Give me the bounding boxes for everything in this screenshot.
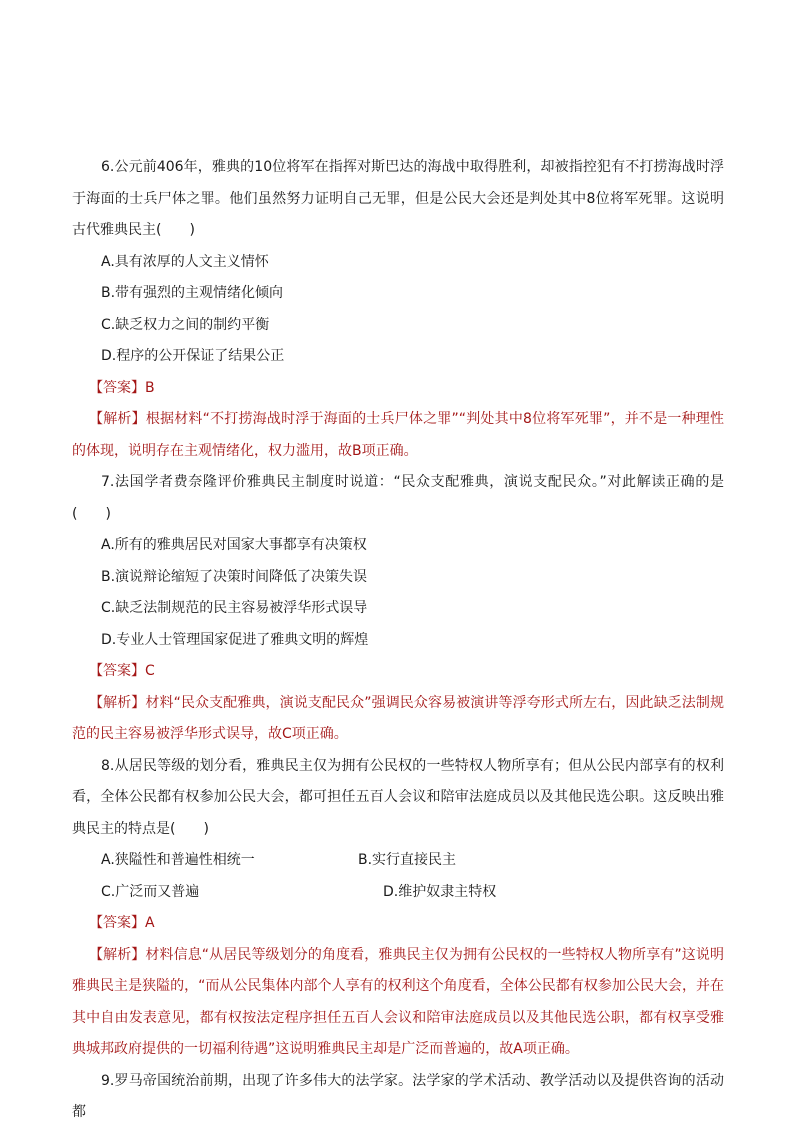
question-8-options-row-1 xyxy=(72,845,724,877)
question-6-option-d: D.程序的公开保证了结果公正 xyxy=(101,348,285,364)
question-6-option-a: A.具有浓厚的人文主义情怀 xyxy=(101,253,269,270)
analysis-tag: 【解析】 xyxy=(89,411,146,427)
question-7-option-c: C.缺乏法制规范的民主容易被浮华形式误导 xyxy=(101,600,368,616)
question-8-option-b: B.实行直接民主 xyxy=(358,852,457,868)
question-8-answer xyxy=(72,908,724,940)
analysis-tag: 【解析】 xyxy=(89,946,146,963)
analysis-tag: 【解析】 xyxy=(89,694,146,711)
question-8-option-c: C.广泛而又普遍 xyxy=(101,883,200,900)
answer-tag: 【答案】 xyxy=(89,915,145,931)
question-7-answer xyxy=(72,656,724,688)
answer-tag: 【答案】 xyxy=(89,663,145,679)
question-9-stem: 9.罗马帝国统治前期，出现了许多伟大的法学家。法学家的学术活动、教学活动以及提供咨询的活动都 xyxy=(72,1072,724,1120)
analysis-text: 材料“民众支配雅典，演说支配民众”强调民众容易被演讲等浮夸形式所左右，因此缺乏法制规范的民主容易被浮华形式误导，故C项正确。 xyxy=(72,694,724,742)
question-8-option-a: A.狭隘性和普遍性相统一 xyxy=(101,852,255,868)
analysis-text: 根据材料“不打捞海战时浮于海面的士兵尸体之罪”“判处其中8位将军死罪”，并不是一种理性的体现，说明存在主观情绪化，权力滥用，故B项正确。 xyxy=(72,411,725,459)
question-6-option-c: C.缺乏权力之间的制约平衡 xyxy=(101,316,270,333)
answer-value: A xyxy=(145,915,155,931)
question-6-answer xyxy=(72,373,724,405)
analysis-text: 材料信息“从居民等级划分的角度看，雅典民主仅为拥有公民权的一些特权人物所享有”这说明雅典民主是狭隘的，“而从公民集体内部个人享有的权利这个角度看，全体公民都有权参加公民大会，并在其中自由发表意见，都有权按法定程序担任五百人会议和陪审法庭成员以及其他民选公职，都有权享受雅典城邦政府提供的一切福利待遇”这说明雅典民主却是广泛而普遍的，故A项正确。 xyxy=(72,946,724,1057)
question-8-stem: 8.从居民等级的划分看，雅典民主仅为拥有公民权的一些特权人物所享有；但从公民内部享有的权利看，全体公民都有权参加公民大会，都可担任五百人会议和陪审法庭成员以及其他民选公职。这反映出雅典民主的特点是( ) xyxy=(72,757,724,837)
question-8-options-row-2 xyxy=(72,877,724,909)
question-6-stem: 6.公元前406年，雅典的10位将军在指挥对斯巴达的海战中取得胜利，却被指控犯有不打捞海战时浮于海面的士兵尸体之罪。他们虽然努力证明自己无罪，但是公民大会还是判处其中8位将军死罪。这说明古代雅典民主( ) xyxy=(72,159,724,238)
question-6-analysis xyxy=(72,404,724,467)
question-7-option-b: B.演说辩论缩短了决策时间降低了决策失误 xyxy=(101,568,368,585)
question-8-analysis xyxy=(72,940,724,1066)
question-7-option-a: A.所有的雅典居民对国家大事都享有决策权 xyxy=(101,537,367,553)
document-page xyxy=(72,152,724,1129)
answer-value: C xyxy=(145,663,155,679)
question-7-stem: 7.法国学者费奈隆评价雅典民主制度时说道：“民众支配雅典，演说支配民众。”对此解读正确的是( ) xyxy=(72,474,724,522)
answer-tag: 【答案】 xyxy=(89,379,145,396)
question-7-analysis xyxy=(72,688,724,751)
question-6-option-b: B.带有强烈的主观情绪化倾向 xyxy=(101,285,284,301)
question-8-option-d: D.维护奴隶主特权 xyxy=(383,883,497,900)
question-7-option-d: D.专业人士管理国家促进了雅典文明的辉煌 xyxy=(101,631,369,648)
answer-value: B xyxy=(145,379,155,396)
